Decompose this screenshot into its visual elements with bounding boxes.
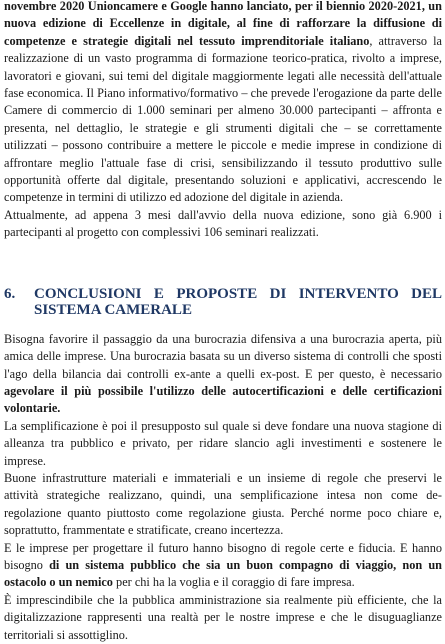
section-title-line2: SISTEMA CAMERALE <box>34 302 192 319</box>
paragraph-bold-emphasis: di un sistema pubblico che sia un buon compagno di viaggio, non un ostacolo o un nemico <box>4 557 442 590</box>
section-number: 6. <box>4 285 16 302</box>
paragraph-bold-lead: novembre 2020 Unioncamere e Google hanno lanciato, per il biennio 2020-2021, un nuova edizione di Eccellenze in digitale, al fine di rafforzare la diffusione di competenze e strategie digitali nel tessuto imprenditoriale italiano <box>4 0 442 48</box>
paragraph-partecipanti: Attualmente, ad appena 3 mesi dall'avvio della nuova edizione, sono già 6.900 i partecipanti al progetto con complessivi 106 seminari realizzati. <box>4 207 442 240</box>
paragraph-infrastrutture: Buone infrastrutture materiali e immateriali e un insieme di regole che preservi le attività strategiche realizzano, quindi, una semplificazione intesa non come de-regolazione quanto piuttosto come regolazione giusta. Perché norme poco chiare e, soprattutto, frammentate e stratificate, creano incertezza. <box>4 470 442 538</box>
section-title-line1: CONCLUSIONI E PROPOSTE DI INTERVENTO DEL <box>34 285 442 302</box>
paragraph-semplificazione: La semplificazione è poi il presupposto sul quale si deve fondare una nuova stagione di alleanza tra pubblico e privato, per ridare slancio agli investimenti e sostenere le imprese. <box>4 418 442 468</box>
section-spacer <box>4 242 442 286</box>
paragraph-regole <box>4 540 442 592</box>
section-title <box>34 286 442 319</box>
paragraph-body-end: per chi ha la voglia e il coraggio di fare impresa. <box>112 575 355 590</box>
section-heading <box>4 286 442 319</box>
paragraph-body: Bisogna favorire il passaggio da una burocrazia difensiva a una burocrazia aperta, più amica delle imprese. Una burocrazia basata su un diverso sistema di controlli che sposti l'ago della bilancia dai controlli ex-ante a quelli ex-post. E per questo, è necessario <box>4 331 442 381</box>
paragraph-body: , attraverso la realizzazione di un vasto programma di formazione teorico-pratica, rivolto a imprese, lavoratori e giovani, sui temi del digitale maggiormente legati alle necessità dell'attuale fase economica. Il Piano informativo/formativo – che prevede l'erogazione da parte delle Camere di commercio di 1.000 seminari per almeno 30.000 partecipanti – affronta e presenta, nel dettaglio, le strategie e gli strumenti digitali che – se correttamente utilizzati – possono contribuire a mettere le piccole e medie imprese in condizione di affrontare meglio l'attuale fase di crisi, sensibilizzando il tessuto produttivo sulle opportunità offerte dal digitale, presentando soluzioni e applicativi, accrescendo le competenze in termini di utilizzo ed adozione del digitale in azienda. <box>4 33 442 205</box>
paragraph-body: E le imprese per progettare il futuro hanno bisogno di regole certe e fiducia. E hanno bisogno <box>4 540 442 572</box>
paragraph-bold-emphasis: agevolare il più possibile l'utilizzo delle autocertificazioni e delle certificazioni volontarie. <box>4 383 442 416</box>
paragraph-burocrazia <box>4 331 442 418</box>
paragraph-pubblica-amministrazione: È imprescindibile che la pubblica amministrazione sia realmente più efficiente, che la digitalizzazione rappresenti una realtà per le nostre imprese e che le disuguaglianze territoriali si assottiglino. <box>4 592 442 642</box>
paragraph-eccellenze-digitale <box>4 0 442 207</box>
